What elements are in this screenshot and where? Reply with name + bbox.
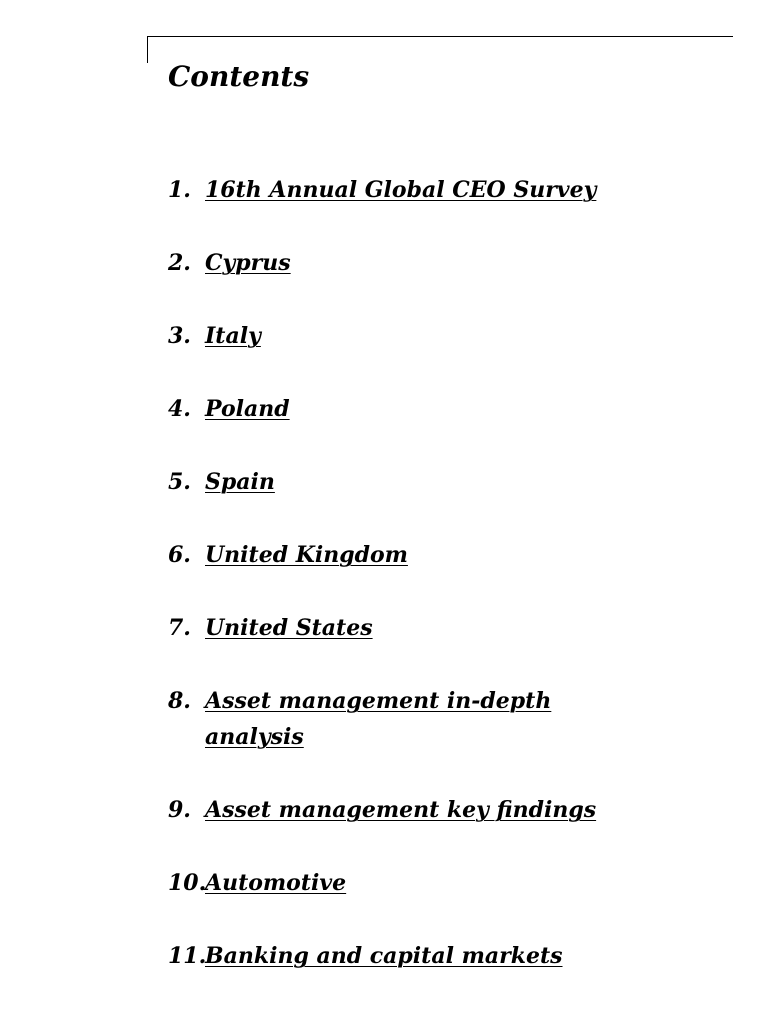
toc-link-united-kingdom[interactable]: United Kingdom [205, 542, 408, 568]
toc-item-number: 11. [168, 943, 207, 969]
toc-item-number: 6. [168, 542, 191, 568]
toc-link-italy[interactable]: Italy [205, 323, 261, 349]
toc-item [168, 683, 648, 755]
toc-item [168, 792, 648, 828]
toc-link-spain[interactable]: Spain [205, 469, 275, 495]
toc-item [168, 464, 648, 500]
toc-link-cyprus[interactable]: Cyprus [205, 250, 291, 276]
toc-item-number: 4. [168, 396, 191, 422]
toc-item [168, 537, 648, 573]
toc-item-number: 10. [168, 870, 207, 896]
toc-item-number: 5. [168, 469, 191, 495]
toc-item [168, 318, 648, 354]
toc-link-banking-capital-markets[interactable]: Banking and capital markets [205, 943, 563, 969]
toc-item-number: 9. [168, 797, 191, 823]
toc-item [168, 391, 648, 427]
toc-item-number: 8. [168, 688, 191, 714]
toc-link-ceo-survey[interactable]: 16th Annual Global CEO Survey [205, 177, 597, 203]
toc-item-number: 7. [168, 615, 191, 641]
toc-item [168, 938, 648, 974]
toc-link-asset-management-findings[interactable]: Asset management key findings [205, 797, 597, 823]
toc-link-automotive[interactable]: Automotive [205, 870, 347, 896]
toc-link-asset-management-analysis[interactable]: Asset management in-depth analysis [205, 688, 552, 750]
toc-link-poland[interactable]: Poland [205, 396, 290, 422]
toc-item [168, 610, 648, 646]
toc-item-number: 1. [168, 177, 191, 203]
toc-item [168, 245, 648, 281]
toc-item-number: 2. [168, 250, 191, 276]
toc-item-number: 3. [168, 323, 191, 349]
toc-item [168, 172, 648, 208]
toc-item [168, 865, 648, 901]
toc-link-united-states[interactable]: United States [205, 615, 373, 641]
contents-heading: Contents [168, 60, 310, 93]
